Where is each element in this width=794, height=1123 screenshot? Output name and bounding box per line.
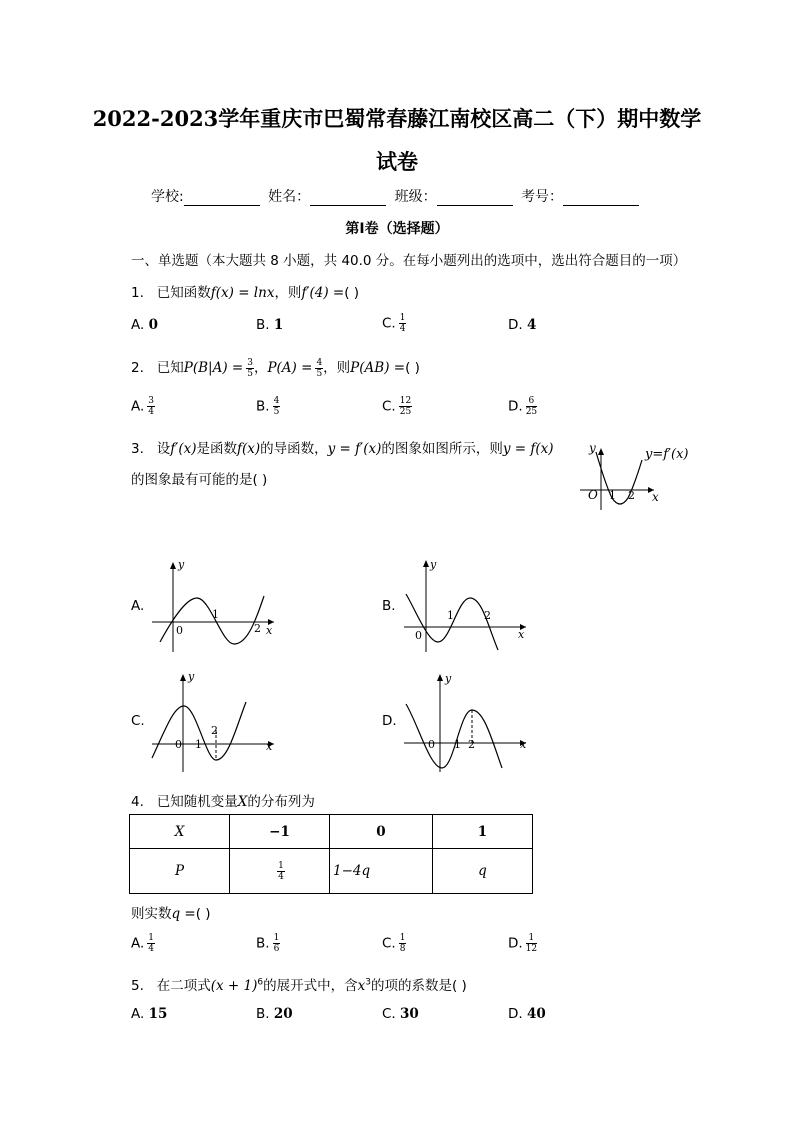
section-heading: 第Ⅰ卷（选择题） bbox=[345, 221, 449, 237]
q5-option-c[interactable]: C. 30 bbox=[382, 1006, 419, 1022]
q1-option-a[interactable]: A. 0 bbox=[131, 317, 158, 333]
q3-option-c[interactable]: C. bbox=[131, 713, 145, 729]
graph-a[interactable] bbox=[150, 556, 280, 656]
distribution-table bbox=[129, 814, 533, 894]
svg-text:2: 2 bbox=[484, 609, 491, 622]
table-cell: $\frac{1}{4}$ bbox=[230, 849, 330, 894]
q1-option-d[interactable]: D. 4 bbox=[508, 317, 537, 333]
question-4: 4. 已知随机变量X的分布列为 bbox=[131, 794, 315, 810]
graph-c[interactable] bbox=[150, 668, 280, 776]
table-cell: 0 bbox=[330, 815, 433, 849]
table-cell: 1−4q bbox=[330, 849, 433, 894]
svg-text:x: x bbox=[520, 738, 527, 751]
student-info-line bbox=[0, 186, 794, 206]
svg-text:1: 1 bbox=[195, 738, 202, 751]
svg-text:2: 2 bbox=[211, 724, 218, 737]
question-4-ask: 则实数q =( ) bbox=[131, 906, 211, 922]
svg-text:2: 2 bbox=[254, 622, 261, 635]
name-label: 姓名： bbox=[268, 189, 311, 205]
svg-text:y: y bbox=[589, 441, 596, 455]
svg-text:1: 1 bbox=[212, 608, 219, 621]
class-label: 班级： bbox=[394, 189, 437, 205]
q2-option-b[interactable]: B. $\frac{4}{5}$ bbox=[256, 396, 280, 417]
derivative-graph-label: y=f′(x) bbox=[645, 447, 689, 462]
graph-d[interactable] bbox=[402, 668, 532, 776]
svg-text:0: 0 bbox=[175, 738, 182, 751]
question-3: 3. 设f′(x)是函数f(x)的导函数，y = f′(x)的图象如图所示，则y = f(x) bbox=[131, 441, 554, 457]
graph-b[interactable] bbox=[402, 556, 532, 656]
table-row bbox=[130, 849, 533, 894]
question-2: 2. 已知P(B|A) = $\frac{3}{5}$ ，P(A) = $\frac{4}{5}$ ，则P(AB) =( ) bbox=[131, 357, 420, 379]
q1-option-b[interactable]: B. 1 bbox=[256, 317, 284, 333]
table-cell: 1 bbox=[433, 815, 533, 849]
q4-option-b[interactable]: B. $\frac{1}{6}$ bbox=[256, 933, 280, 954]
q2-option-c[interactable]: C. $\frac{12}{25}$ bbox=[382, 396, 412, 417]
q4-option-a[interactable]: A. $\frac{1}{4}$ bbox=[131, 933, 155, 954]
q1-option-c[interactable]: C. $\frac{1}{4}$ bbox=[382, 313, 406, 334]
part-instructions: 一、单选题（本大题共 8 小题，共 40.0 分。在每小题列出的选项中，选出符合题目的一项） bbox=[131, 253, 687, 269]
question-3-line2: 的图象最有可能的是( ) bbox=[131, 472, 268, 488]
svg-text:x: x bbox=[266, 624, 273, 637]
svg-text:1: 1 bbox=[454, 738, 461, 751]
q4-option-c[interactable]: C. $\frac{1}{8}$ bbox=[382, 933, 406, 954]
page-title-line2: 试卷 bbox=[376, 149, 418, 174]
derivative-graph bbox=[576, 438, 696, 516]
svg-text:2: 2 bbox=[468, 738, 475, 751]
q5-option-b[interactable]: B. 20 bbox=[256, 1006, 293, 1022]
svg-text:1: 1 bbox=[609, 489, 616, 502]
derivative-curve bbox=[596, 452, 642, 504]
q2-option-a[interactable]: A. $\frac{3}{4}$ bbox=[131, 396, 155, 417]
svg-text:2: 2 bbox=[628, 489, 635, 502]
svg-text:0: 0 bbox=[428, 738, 435, 751]
q3-option-d[interactable]: D. bbox=[382, 713, 397, 729]
table-cell: q bbox=[433, 849, 533, 894]
svg-text:x: x bbox=[266, 740, 273, 753]
table-cell: X bbox=[130, 815, 230, 849]
q3-option-a[interactable]: A. bbox=[131, 598, 145, 614]
school-blank bbox=[184, 191, 260, 206]
number-label: 考号： bbox=[521, 189, 564, 205]
table-row bbox=[130, 815, 533, 849]
svg-text:y: y bbox=[178, 558, 185, 571]
question-5: 5. 在二项式$(x + 1)^6$的展开式中，含$x^3$的项的系数是( ) bbox=[131, 977, 467, 994]
svg-text:0: 0 bbox=[176, 624, 183, 637]
q3-option-b[interactable]: B. bbox=[382, 598, 396, 614]
q2-option-d[interactable]: D. $\frac{6}{25}$ bbox=[508, 396, 538, 417]
y-arrow-icon bbox=[598, 448, 604, 455]
svg-text:1: 1 bbox=[447, 609, 454, 622]
svg-text:x: x bbox=[652, 490, 659, 504]
table-cell: P bbox=[130, 849, 230, 894]
q4-option-d[interactable]: D. $\frac{1}{12}$ bbox=[508, 933, 538, 954]
table-cell: −1 bbox=[230, 815, 330, 849]
svg-text:0: 0 bbox=[415, 629, 422, 642]
svg-text:y: y bbox=[445, 672, 452, 685]
number-blank bbox=[563, 191, 639, 206]
svg-text:y: y bbox=[430, 558, 437, 571]
school-label: 学校: bbox=[150, 189, 184, 205]
svg-text:x: x bbox=[518, 628, 525, 641]
question-1: 1. 已知函数f(x) = lnx，则f′(4) =( ) bbox=[131, 285, 360, 301]
name-blank bbox=[310, 191, 386, 206]
svg-text:O: O bbox=[588, 488, 598, 502]
svg-text:y: y bbox=[188, 670, 195, 683]
class-blank bbox=[437, 191, 513, 206]
q5-option-d[interactable]: D. 40 bbox=[508, 1006, 546, 1022]
q5-option-a[interactable]: A. 15 bbox=[131, 1006, 168, 1022]
page-title: 2022-2023学年重庆市巴蜀常春藤江南校区高二（下）期中数学 bbox=[92, 106, 702, 131]
